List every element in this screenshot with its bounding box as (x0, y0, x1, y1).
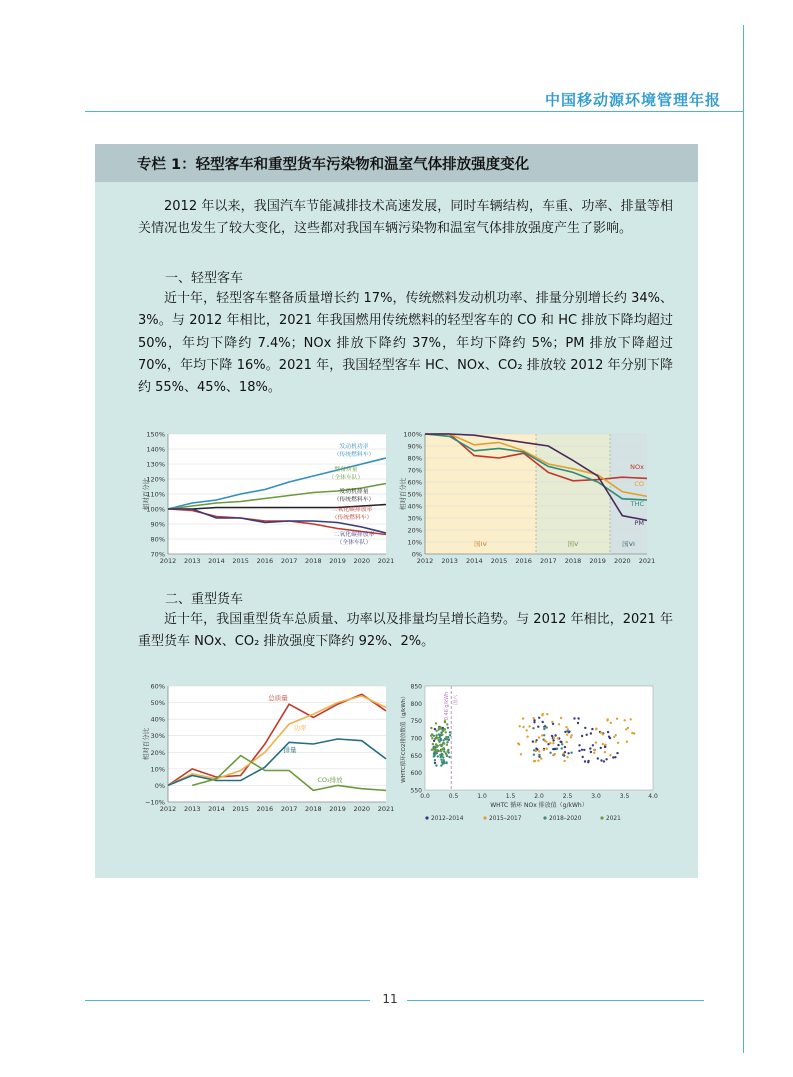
y-axis-label: 相对百分比 (399, 477, 407, 511)
y-tick-label: 140% (146, 445, 165, 454)
scatter-point (443, 762, 445, 764)
legend-marker (543, 816, 546, 819)
scatter-point (610, 722, 612, 724)
x-tick-label: 2019 (329, 557, 346, 565)
y-tick-label: 30% (407, 514, 422, 523)
scatter-point (566, 734, 568, 736)
scatter-point (542, 713, 544, 715)
y-tick-label: 800 (410, 700, 422, 708)
scatter-point (600, 747, 602, 749)
section1-paragraph: 近十年，轻型客车整备质量增长约 17%，传统燃料发动机功率、排量分别增长约 34%、3%。与 2012 年相比，2021 年我国燃用传统燃料的轻型客车的 CO 和 HC 排放下降均超过 50%，年均下降约 7.4%；NOx 排放下降约 37%，年均下降约 5%；PM 排放下降超过 70%，年均下降 16%。2021 年，我国轻型客车 HC、NOx、CO₂ 排放较 2012 年分别下降约 55%、45%、18%。 (138, 291, 673, 396)
y-tick-label: 70% (150, 550, 165, 559)
scatter-point (605, 758, 607, 760)
scatter-point (543, 728, 545, 730)
scatter-point (587, 761, 589, 763)
scatter-point (446, 738, 448, 740)
scatter-point (533, 754, 535, 756)
scatter-point (614, 756, 616, 758)
series-label: 二氧化碳排放率 (333, 532, 375, 538)
scatter-point (564, 760, 566, 762)
x-tick-label: 2015 (490, 557, 508, 565)
y-tick-label: 850 (410, 683, 422, 691)
scatter-point (442, 754, 444, 756)
series-label: PM (634, 519, 644, 527)
scatter-point (435, 743, 437, 745)
scatter-point (570, 736, 572, 738)
y-tick-label: 100% (146, 505, 165, 514)
y-tick-label: 700 (410, 735, 422, 743)
section1-title: 一、轻型客车 (165, 271, 244, 286)
scatter-point (435, 722, 437, 724)
page-number: 11 (382, 992, 398, 1006)
x-tick-label: 2014 (208, 557, 225, 565)
y-tick-label: 60% (407, 478, 422, 487)
scatter-point (522, 717, 524, 719)
x-tick-label: 2013 (183, 805, 201, 813)
y-tick-label: 0% (411, 550, 422, 559)
y-tick-label: 90% (150, 520, 165, 529)
legend-label: 2018–2020 (549, 816, 582, 822)
x-tick-label: 2014 (208, 805, 225, 813)
scatter-point (546, 726, 548, 728)
x-tick-label: 2016 (256, 557, 274, 565)
series-label: （传统燃料车） (333, 497, 375, 503)
scatter-point (584, 760, 586, 762)
scatter-point (538, 754, 540, 756)
series-label: THC (630, 500, 644, 508)
series-label: 发动机功率 (339, 444, 369, 450)
scatter-point (538, 750, 540, 752)
chart-lightduty-relative (140, 428, 395, 568)
scatter-point (552, 742, 554, 744)
x-tick-label: 2013 (183, 557, 201, 565)
section2-paragraph: 近十年，我国重型货车总质量、功率以及排量均呈增长趋势。与 2012 年相比，2021 年重型货车 NOx、CO₂ 排放强度下降约 92%、2%。 (138, 612, 673, 650)
stage-label: 国六 (453, 694, 460, 706)
scatter-point (577, 717, 579, 719)
y-tick-label: 70% (407, 466, 422, 475)
x-tick-label: 2012 (416, 557, 434, 565)
scatter-point (566, 730, 568, 732)
scatter-point (443, 759, 445, 761)
scatter-point (560, 717, 562, 719)
x-tick-label: 1.0 (477, 793, 487, 800)
scatter-point (542, 721, 544, 723)
scatter-point (449, 734, 451, 736)
x-tick-label: 4.0 (648, 793, 658, 800)
legend-marker (600, 816, 603, 819)
scatter-point (440, 756, 442, 758)
footer-rule-right (407, 1000, 704, 1001)
scatter-point (537, 760, 539, 762)
y-axis-label: 相对百分比 (142, 477, 150, 511)
scatter-point (586, 734, 588, 736)
x-tick-label: 2017 (280, 805, 298, 813)
scatter-point (627, 727, 629, 729)
scatter-point (590, 751, 592, 753)
scatter-point (537, 726, 539, 728)
scatter-point (444, 728, 446, 730)
series-label: （全体车队） (336, 540, 372, 546)
series-label: 排量 (283, 746, 297, 754)
chart-heavyduty-scatter (397, 680, 659, 825)
scatter-point (554, 753, 556, 755)
scatter-point (595, 728, 597, 730)
scatter-point (431, 737, 433, 739)
limit-label: 0.46 g/kWh (444, 691, 451, 721)
scatter-point (602, 743, 604, 745)
scatter-point (613, 736, 615, 738)
legend-marker (483, 816, 486, 819)
scatter-point (616, 718, 618, 720)
x-tick-label: 2018 (305, 805, 322, 813)
scatter-point (540, 757, 542, 759)
scatter-point (440, 764, 442, 766)
scatter-point (435, 734, 437, 736)
y-tick-label: 10% (150, 765, 165, 774)
scatter-point (578, 750, 580, 752)
margin-line (743, 25, 744, 1053)
scatter-point (443, 742, 445, 744)
box-title: 专栏 1：轻型客车和重型货车污染物和温室气体排放强度变化 (137, 157, 530, 173)
y-tick-label: 90% (407, 442, 422, 451)
scatter-point (436, 745, 438, 747)
scatter-point (447, 750, 449, 752)
x-tick-label: 2016 (256, 805, 274, 813)
scatter-point (609, 737, 611, 739)
scatter-point (566, 756, 568, 758)
x-axis-label: WHTC 循环 NOx 排放值（g/kWh） (490, 802, 588, 809)
scatter-point (612, 756, 614, 758)
scatter-point (561, 747, 563, 749)
scatter-point (519, 725, 521, 727)
scatter-point (448, 738, 450, 740)
scatter-point (581, 749, 583, 751)
scatter-point (440, 749, 442, 751)
y-tick-label: 40% (407, 502, 422, 511)
scatter-point (549, 742, 551, 744)
scatter-point (538, 717, 540, 719)
scatter-point (444, 721, 446, 723)
scatter-point (592, 744, 594, 746)
scatter-point (557, 744, 559, 746)
y-axis-label: WHTC循环CO2排放数值（g/kWh） (401, 693, 407, 783)
scatter-point (546, 748, 548, 750)
scatter-point (602, 733, 604, 735)
scatter-point (433, 755, 435, 757)
x-tick-label: 2012 (159, 805, 177, 813)
chart-heavyduty-relative (140, 680, 395, 820)
running-header: 中国移动源环境管理年报 (544, 91, 721, 109)
scatter-point (603, 760, 605, 762)
scatter-point (439, 754, 441, 756)
scatter-point (570, 752, 572, 754)
y-tick-label: 0% (154, 781, 165, 790)
scatter-point (582, 756, 584, 758)
x-tick-label: 2020 (614, 557, 631, 565)
scatter-point (538, 736, 540, 738)
scatter-point (552, 739, 554, 741)
y-tick-label: 750 (410, 718, 422, 726)
scatter-point (435, 730, 437, 732)
x-tick-label: 2021 (638, 557, 656, 565)
chart-lightduty-emissions (397, 428, 659, 568)
scatter-point (581, 735, 583, 737)
scatter-point (532, 727, 534, 729)
x-tick-label: 2014 (466, 557, 483, 565)
y-tick-label: 130% (146, 460, 165, 469)
scatter-point (565, 726, 567, 728)
series-label: 总质量 (268, 694, 288, 702)
intro-paragraph: 2012 年以来，我国汽车节能减排技术高速发展，同时车辆结构，车重、功率、排量等相关情况也发生了较大变化，这些都对我国车辆污染物和温室气体排放强度产生了影响。 (138, 199, 673, 237)
x-tick-label: 2017 (540, 557, 557, 565)
scatter-point (626, 741, 628, 743)
y-axis-label: 相对百分比 (142, 727, 150, 761)
sidebar-box (95, 144, 698, 878)
scatter-point (445, 736, 447, 738)
scatter-point (554, 734, 556, 736)
scatter-point (532, 717, 534, 719)
x-tick-label: 2021 (377, 557, 395, 565)
scatter-point (534, 760, 536, 762)
scatter-point (434, 759, 436, 761)
scatter-point (564, 746, 566, 748)
scatter-point (440, 738, 442, 740)
scatter-point (533, 719, 535, 721)
series-label: 二氧化碳排放率 (331, 507, 373, 513)
y-tick-label: 110% (146, 490, 165, 499)
y-tick-label: 20% (407, 526, 422, 535)
scatter-point (553, 748, 555, 750)
legend-label: 2015–2017 (489, 816, 522, 822)
scatter-point (607, 731, 609, 733)
x-tick-label: 2018 (305, 557, 322, 565)
scatter-point (517, 742, 519, 744)
scatter-point (439, 734, 441, 736)
scatter-point (439, 744, 441, 746)
scatter-point (578, 744, 580, 746)
scatter-point (441, 761, 443, 763)
footer-rule-left (85, 1000, 370, 1001)
scatter-point (567, 752, 569, 754)
y-tick-label: 50% (407, 490, 422, 499)
scatter-point (617, 742, 619, 744)
y-tick-label: −10% (145, 798, 165, 807)
scatter-point (604, 751, 606, 753)
scatter-point (553, 737, 555, 739)
scatter-point (609, 754, 611, 756)
scatter-point (441, 734, 443, 736)
x-tick-label: 2012 (159, 557, 177, 565)
x-tick-label: 2019 (589, 557, 606, 565)
y-tick-label: 80% (150, 535, 165, 544)
scatter-point (630, 718, 632, 720)
x-tick-label: 2013 (441, 557, 458, 565)
scatter-point (528, 725, 530, 727)
scatter-point (532, 740, 534, 742)
scatter-point (593, 752, 595, 754)
series-label: NOx (630, 463, 644, 471)
scatter-point (434, 728, 436, 730)
scatter-point (597, 757, 599, 759)
series-label: 发动机排量 (339, 489, 369, 495)
scatter-point (557, 737, 559, 739)
scatter-point (551, 721, 553, 723)
scatter-point (438, 739, 440, 741)
scatter-point (435, 751, 437, 753)
x-tick-label: 2018 (564, 557, 582, 565)
series-label: （传统燃料车） (331, 515, 373, 521)
legend-marker (425, 816, 428, 819)
box-header (95, 144, 698, 182)
y-tick-label: 60% (150, 682, 165, 691)
x-tick-label: 2016 (515, 557, 532, 565)
x-tick-label: 2017 (280, 557, 298, 565)
scatter-point (616, 752, 618, 754)
y-tick-label: 150% (146, 430, 165, 439)
y-tick-label: 50% (150, 699, 165, 708)
scatter-point (446, 754, 448, 756)
scatter-point (604, 744, 606, 746)
scatter-point (443, 750, 445, 752)
scatter-point (562, 754, 564, 756)
x-tick-label: 2019 (329, 805, 346, 813)
scatter-point (520, 753, 522, 755)
scatter-point (526, 736, 528, 738)
scatter-point (543, 749, 545, 751)
scatter-point (561, 743, 563, 745)
y-tick-label: 120% (146, 475, 165, 484)
series-label: 功率 (293, 724, 307, 732)
y-tick-label: 550 (410, 787, 422, 795)
scatter-point (549, 752, 551, 754)
scatter-point (566, 741, 568, 743)
scatter-point (590, 732, 592, 734)
scatter-point (543, 734, 545, 736)
scatter-point (446, 744, 448, 746)
scatter-point (445, 731, 447, 733)
scatter-point (595, 741, 597, 743)
scatter-point (560, 741, 562, 743)
x-tick-label: 1.5 (505, 793, 516, 800)
scatter-point (446, 741, 448, 743)
scatter-point (434, 762, 436, 764)
y-tick-label: 650 (410, 752, 422, 760)
x-tick-label: 2021 (377, 805, 395, 813)
scatter-point (437, 755, 439, 757)
legend-label: 2021 (606, 816, 621, 822)
series-label: （传统燃料车） (333, 452, 375, 458)
scatter-point (431, 749, 433, 751)
scatter-point (446, 723, 448, 725)
plot-area (168, 686, 386, 802)
x-tick-label: 2015 (232, 557, 249, 565)
header-rule (85, 111, 743, 112)
series-label: 整备质量 (334, 467, 358, 473)
y-tick-label: 100% (403, 430, 422, 439)
x-tick-label: 0.0 (420, 793, 430, 800)
y-tick-label: 30% (150, 732, 165, 741)
scatter-point (432, 743, 434, 745)
scatter-point (624, 719, 626, 721)
x-tick-label: 2.0 (534, 793, 544, 800)
stage-label: 国IV (474, 540, 487, 548)
scatter-point (447, 727, 449, 729)
stage-label: 国V (567, 540, 579, 548)
scatter-point (577, 722, 579, 724)
scatter-point (551, 735, 553, 737)
y-tick-label: 20% (150, 748, 165, 757)
series-label: CO (634, 480, 644, 488)
stage-label: 国VI (622, 540, 635, 548)
series-label: CO₂排放 (317, 776, 343, 784)
scatter-point (435, 764, 437, 766)
scatter-point (556, 748, 558, 750)
y-tick-label: 40% (150, 715, 165, 724)
y-tick-label: 600 (410, 770, 422, 778)
scatter-point (445, 761, 447, 763)
scatter-point (449, 731, 451, 733)
scatter-point (589, 747, 591, 749)
scatter-point (593, 749, 595, 751)
scatter-point (439, 726, 441, 728)
scatter-point (542, 738, 544, 740)
section2-title: 二、重型货车 (165, 592, 244, 607)
scatter-point (600, 732, 602, 734)
x-tick-label: 2.5 (562, 793, 573, 800)
scatter-point (584, 727, 586, 729)
scatter-point (535, 741, 537, 743)
scatter-point (533, 749, 535, 751)
scatter-point (440, 759, 442, 761)
scatter-point (448, 756, 450, 758)
scatter-point (442, 730, 444, 732)
scatter-point (546, 713, 548, 715)
scatter-point (600, 759, 602, 761)
x-tick-label: 3.0 (591, 793, 601, 800)
x-tick-label: 2020 (353, 557, 371, 565)
x-tick-label: 2020 (353, 805, 371, 813)
scatter-point (522, 726, 524, 728)
scatter-point (558, 723, 560, 725)
scatter-point (583, 749, 585, 751)
legend-label: 2012–2014 (431, 816, 464, 822)
scatter-point (430, 727, 432, 729)
scatter-point (436, 737, 438, 739)
series-label: （全体车队） (328, 475, 364, 481)
y-tick-label: 10% (407, 538, 422, 547)
scatter-point (633, 732, 635, 734)
y-tick-label: 80% (407, 454, 422, 463)
scatter-point (591, 728, 593, 730)
scatter-point (431, 733, 433, 735)
scatter-point (606, 719, 608, 721)
x-tick-label: 0.5 (448, 793, 459, 800)
x-tick-label: 3.5 (619, 793, 630, 800)
scatter-point (526, 729, 528, 731)
scatter-point (573, 717, 575, 719)
x-tick-label: 2015 (232, 805, 249, 813)
